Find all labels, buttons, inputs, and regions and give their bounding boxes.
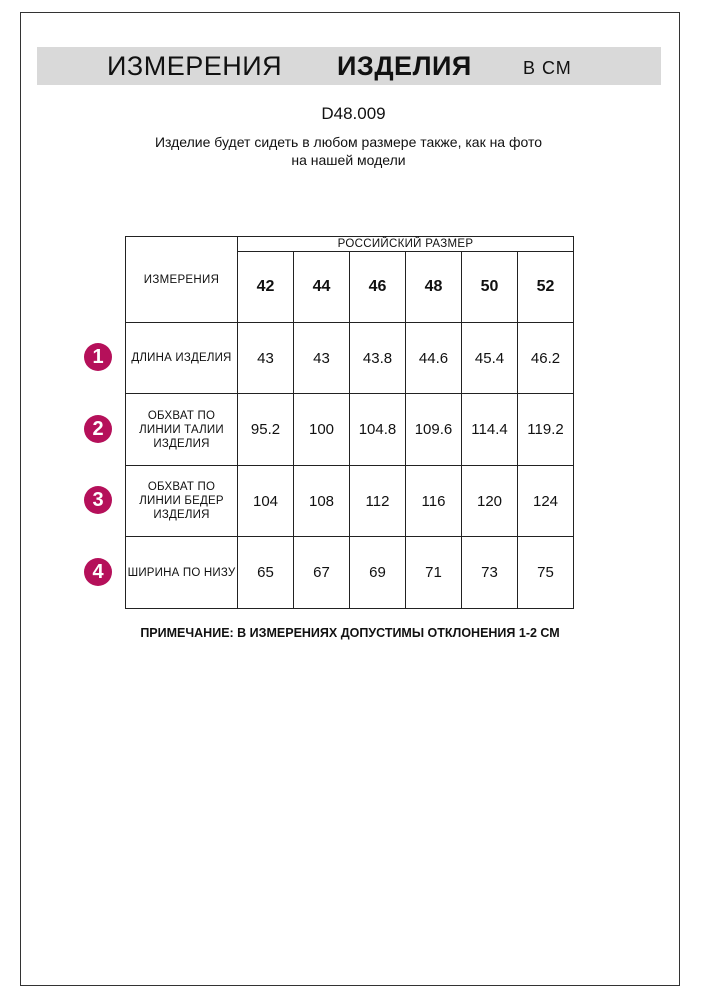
table-cell: 43.8 <box>350 323 406 394</box>
row-number-badge: 2 <box>84 415 112 443</box>
description-line-2: на нашей модели <box>291 152 406 168</box>
product-code: D48.009 <box>321 104 386 123</box>
size-header: 48 <box>406 252 462 323</box>
row-label: ДЛИНА ИЗДЕЛИЯ <box>126 323 238 394</box>
size-table <box>125 236 574 609</box>
table-row <box>126 466 574 537</box>
title-unit: В СМ <box>523 58 572 78</box>
table-cell: 75 <box>518 537 574 609</box>
table-cell: 45.4 <box>462 323 518 394</box>
table-cell: 120 <box>462 466 518 537</box>
size-header: 46 <box>350 252 406 323</box>
size-header: 50 <box>462 252 518 323</box>
table-cell: 71 <box>406 537 462 609</box>
table-cell: 67 <box>294 537 350 609</box>
table-cell: 44.6 <box>406 323 462 394</box>
table-cell: 65 <box>238 537 294 609</box>
size-header: 42 <box>238 252 294 323</box>
table-cell: 43 <box>294 323 350 394</box>
size-header: 44 <box>294 252 350 323</box>
table-cell: 116 <box>406 466 462 537</box>
row-number-badge: 3 <box>84 486 112 514</box>
table-cell: 69 <box>350 537 406 609</box>
table-cell: 104.8 <box>350 394 406 466</box>
table-cell: 104 <box>238 466 294 537</box>
table-cell: 112 <box>350 466 406 537</box>
table-row <box>126 323 574 394</box>
row-number-badge: 1 <box>84 343 112 371</box>
table-cell: 43 <box>238 323 294 394</box>
table-cell: 95.2 <box>238 394 294 466</box>
title-word-product: ИЗДЕЛИЯ <box>337 51 472 81</box>
tolerance-note: ПРИМЕЧАНИЕ: В ИЗМЕРЕНИЯХ ДОПУСТИМЫ ОТКЛОНЕНИЯ 1-2 СМ <box>140 626 560 640</box>
table-cell: 108 <box>294 466 350 537</box>
description <box>0 133 697 169</box>
row-label: ШИРИНА ПО НИЗУ <box>126 537 238 609</box>
row-number-badge: 4 <box>84 558 112 586</box>
description-line-1: Изделие будет сидеть в любом размере также, как на фото <box>154 134 543 150</box>
table-cell: 109.6 <box>406 394 462 466</box>
title-banner <box>37 47 661 85</box>
measure-header: ИЗМЕРЕНИЯ <box>126 237 238 323</box>
table-cell: 46.2 <box>518 323 574 394</box>
table-cell: 119.2 <box>518 394 574 466</box>
table-row <box>126 537 574 609</box>
table-cell: 73 <box>462 537 518 609</box>
title-word-measurements: ИЗМЕРЕНИЯ <box>107 51 283 81</box>
table-cell: 114.4 <box>462 394 518 466</box>
size-group-header: РОССИЙСКИЙ РАЗМЕР <box>238 237 574 252</box>
row-label: ОБХВАТ ПО ЛИНИИ БЕДЕР ИЗДЕЛИЯ <box>126 466 238 537</box>
size-header: 52 <box>518 252 574 323</box>
table-cell: 100 <box>294 394 350 466</box>
table-row <box>126 394 574 466</box>
table-cell: 124 <box>518 466 574 537</box>
row-label: ОБХВАТ ПО ЛИНИИ ТАЛИИ ИЗДЕЛИЯ <box>126 394 238 466</box>
